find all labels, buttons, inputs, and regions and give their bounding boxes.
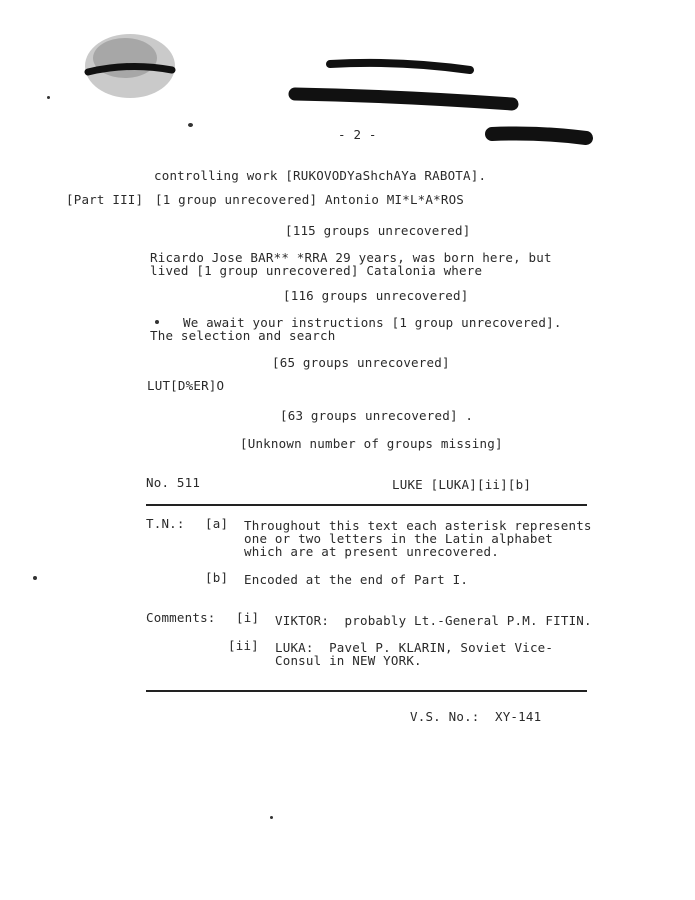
tn-label: T.N.: — [146, 516, 185, 531]
redaction-bar — [492, 134, 586, 139]
comments-label: Comments: — [146, 610, 216, 625]
tn-b-line: Encoded at the end of Part I. — [244, 572, 469, 587]
comment-ii-line: LUKA: Pavel P. KLARIN, Soviet Vice- — [275, 640, 554, 655]
body-line-ricardo-cont: lived [1 group unrecovered] Catalonia where — [150, 263, 483, 278]
body-line-await: We await your instructions [1 group unrecovered]. — [183, 315, 562, 330]
body-line-antonio: [1 group unrecovered] Antonio MI*L*A*ROS — [155, 192, 465, 207]
redaction-bar — [330, 63, 470, 70]
body-line-ricardo: Ricardo Jose BAR** *RRA 29 years, was born here, but — [150, 250, 552, 265]
tn-a-line: which are at present unrecovered. — [244, 544, 499, 559]
comment-ii-marker: [ii] — [228, 638, 259, 653]
redaction-bar — [295, 94, 512, 104]
tn-a-marker: [a] — [205, 516, 229, 531]
gap-note: [115 groups unrecovered] — [285, 223, 471, 238]
scan-speck — [188, 123, 193, 127]
bullet-dot — [155, 320, 159, 324]
serial-number: V.S. No.: XY-141 — [410, 709, 542, 724]
body-line-selection: The selection and search — [150, 328, 336, 343]
scan-speck — [47, 96, 50, 99]
tn-a-line: one or two letters in the Latin alphabet — [244, 531, 554, 546]
scan-speck — [33, 576, 37, 580]
comment-i-text: VIKTOR: probably Lt.-General P.M. FITIN. — [275, 613, 592, 628]
part-label: [Part III] — [66, 192, 144, 207]
scan-speck — [270, 816, 273, 819]
divider-rule — [146, 504, 587, 506]
gap-note: [116 groups unrecovered] — [283, 288, 469, 303]
gap-note: [65 groups unrecovered] — [272, 355, 450, 370]
divider-rule — [146, 690, 587, 692]
comment-ii-line: Consul in NEW YORK. — [275, 653, 422, 668]
page-number: - 2 - — [338, 127, 377, 142]
message-number: No. 511 — [146, 475, 201, 490]
comment-i-marker: [i] — [236, 610, 260, 625]
body-line-controlling-work: controlling work [RUKOVODYaShchAYa RABOTA]. — [154, 168, 487, 183]
tn-a-line: Throughout this text each asterisk represents — [244, 518, 592, 533]
gap-note: [63 groups unrecovered] . — [280, 408, 474, 423]
missing-groups-note: [Unknown number of groups missing] — [240, 436, 503, 451]
body-line-lut: LUT[D%ER]O — [147, 378, 225, 393]
signature-name: LUKE [LUKA][ii][b] — [392, 477, 532, 492]
tn-b-marker: [b] — [205, 570, 229, 585]
